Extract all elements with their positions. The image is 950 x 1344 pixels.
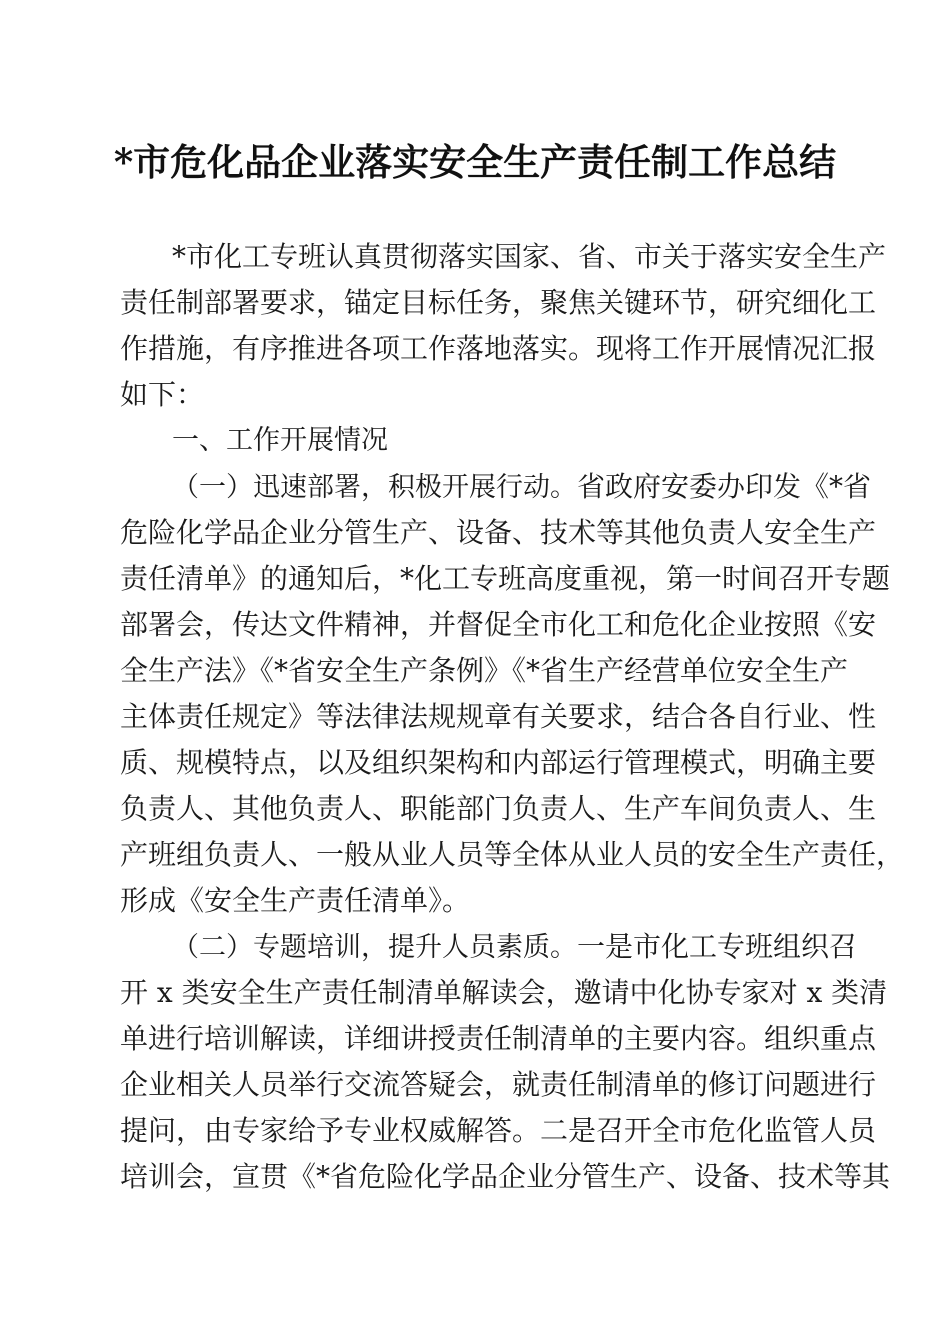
subsection-1-line: 全生产法》《*省安全生产条例》《*省生产经营单位安全生产: [120, 654, 849, 687]
intro-line: 如下：: [120, 378, 205, 411]
subsection-2-line: 企业相关人员举行交流答疑会，就责任制清单的修订问题进行: [120, 1068, 877, 1101]
subsection-1-line: 负责人、其他负责人、职能部门负责人、生产车间负责人、生: [120, 792, 877, 825]
subsection-2-lead: （二）专题培训，提升人员素质。: [172, 932, 577, 963]
subsection-1-line: 质、规模特点，以及组织架构和内部运行管理模式，明确主要: [120, 746, 877, 779]
subsection-2-first-line: （二）专题培训，提升人员素质。一是市化工专班组织召: [172, 930, 858, 963]
subsection-1-line: 危险化学品企业分管生产、设备、技术等其他负责人安全生产: [120, 516, 877, 549]
section-heading: 一、工作开展情况: [172, 425, 388, 456]
subsection-1-line: 责任清单》的通知后，*化工专班高度重视，第一时间召开专题: [120, 562, 891, 595]
subsection-2-line: 提问，由专家给予专业权威解答。二是召开全市危化监管人员: [120, 1114, 877, 1147]
subsection-1-first-line: （一）迅速部署，积极开展行动。省政府安委办印发《*省: [172, 470, 872, 503]
subsection-2-line: 开 x 类安全生产责任制清单解读会，邀请中化协专家对 x 类清: [120, 976, 888, 1009]
intro-line: *市化工专班认真贯彻落实国家、省、市关于落实安全生产: [172, 240, 887, 273]
subsection-1-lead: （一）迅速部署，积极开展行动。: [172, 472, 577, 503]
intro-line: 作措施，有序推进各项工作落地落实。现将工作开展情况汇报: [120, 332, 877, 365]
subsection-1-line: 产班组负责人、一般从业人员等全体从业人员的安全生产责任，: [120, 838, 905, 871]
subsection-2-line: 单进行培训解读，详细讲授责任制清单的主要内容。组织重点: [120, 1022, 877, 1055]
subsection-1-line: 主体责任规定》等法律法规规章有关要求，结合各自行业、性: [120, 700, 877, 733]
subsection-2-line: 培训会，宣贯《*省危险化学品企业分管生产、设备、技术等其: [120, 1160, 891, 1193]
document-title: *市危化品企业落实安全生产责任制工作总结: [113, 140, 837, 184]
subsection-1-line: 形成《安全生产责任清单》。: [120, 884, 471, 917]
intro-line: 责任制部署要求，锚定目标任务，聚焦关键环节，研究细化工: [120, 286, 877, 319]
subsection-1-line: 部署会，传达文件精神，并督促全市化工和危化企业按照《安: [120, 608, 877, 641]
